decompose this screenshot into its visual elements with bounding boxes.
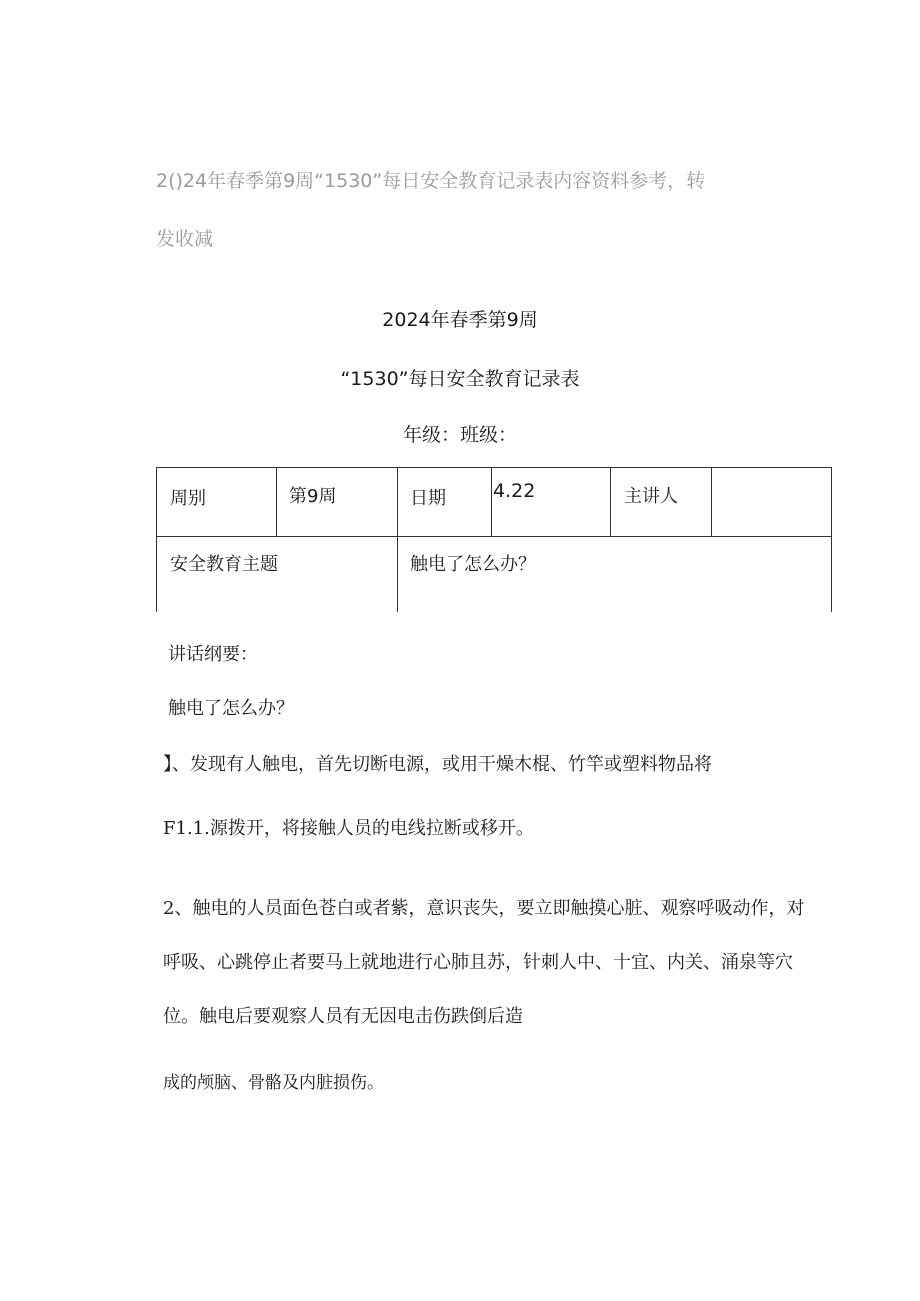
- title-week: 2024年春季第9周: [382, 309, 538, 331]
- date-value: 4.22: [493, 480, 536, 502]
- table-divider: [491, 467, 492, 536]
- table-border-top: [156, 467, 832, 468]
- table-border-left: [156, 467, 157, 612]
- item1-line1: 】、发现有人触电，首先切断电源，或用干燥木棍、竹竿或塑料物品将: [163, 754, 712, 775]
- week-value: 第9周: [289, 486, 337, 507]
- item2-line2: 呼吸、心跳停止者要马上就地进行心肺且苏，针刺人中、十宜、内关、涌泉等穴: [163, 952, 793, 973]
- outline-heading: 讲话纲要：: [168, 644, 258, 665]
- topic-value: 触电了怎么办？: [410, 554, 536, 575]
- item2-line4: 成的颅脑、骨骼及内脏损伤。: [163, 1073, 384, 1093]
- topic-label: 安全教育主题: [170, 554, 278, 575]
- date-label: 日期: [410, 488, 446, 509]
- header-line-2: 发收减: [156, 228, 214, 250]
- header-line-1: 2()24年春季第9周“1530”每日安全教育记录表内容资料参考，转: [156, 170, 706, 192]
- week-label: 周别: [170, 488, 206, 509]
- table-divider: [276, 467, 277, 536]
- item2-line3: 位。触电后要观察人员有无因电击伤跌倒后造: [163, 1006, 523, 1027]
- table-divider: [610, 467, 611, 536]
- outline-question: 触电了怎么办？: [168, 698, 294, 719]
- item2-line1: 2、触电的人员面色苍白或者紫，意识丧失，要立即触摸心脏、观察呼吸动作，对: [163, 898, 805, 919]
- table-divider: [397, 467, 398, 612]
- title-record: “1530”每日安全教育记录表: [340, 368, 580, 390]
- item1-line2: F1.1.源拨开，将接触人员的电线拉断或移开。: [163, 818, 534, 839]
- table-divider: [711, 467, 712, 536]
- table-border-right: [831, 467, 832, 612]
- grade-class-line: 年级：班级：: [402, 424, 517, 446]
- speaker-label: 主讲人: [624, 486, 678, 507]
- table-border-mid: [156, 536, 832, 537]
